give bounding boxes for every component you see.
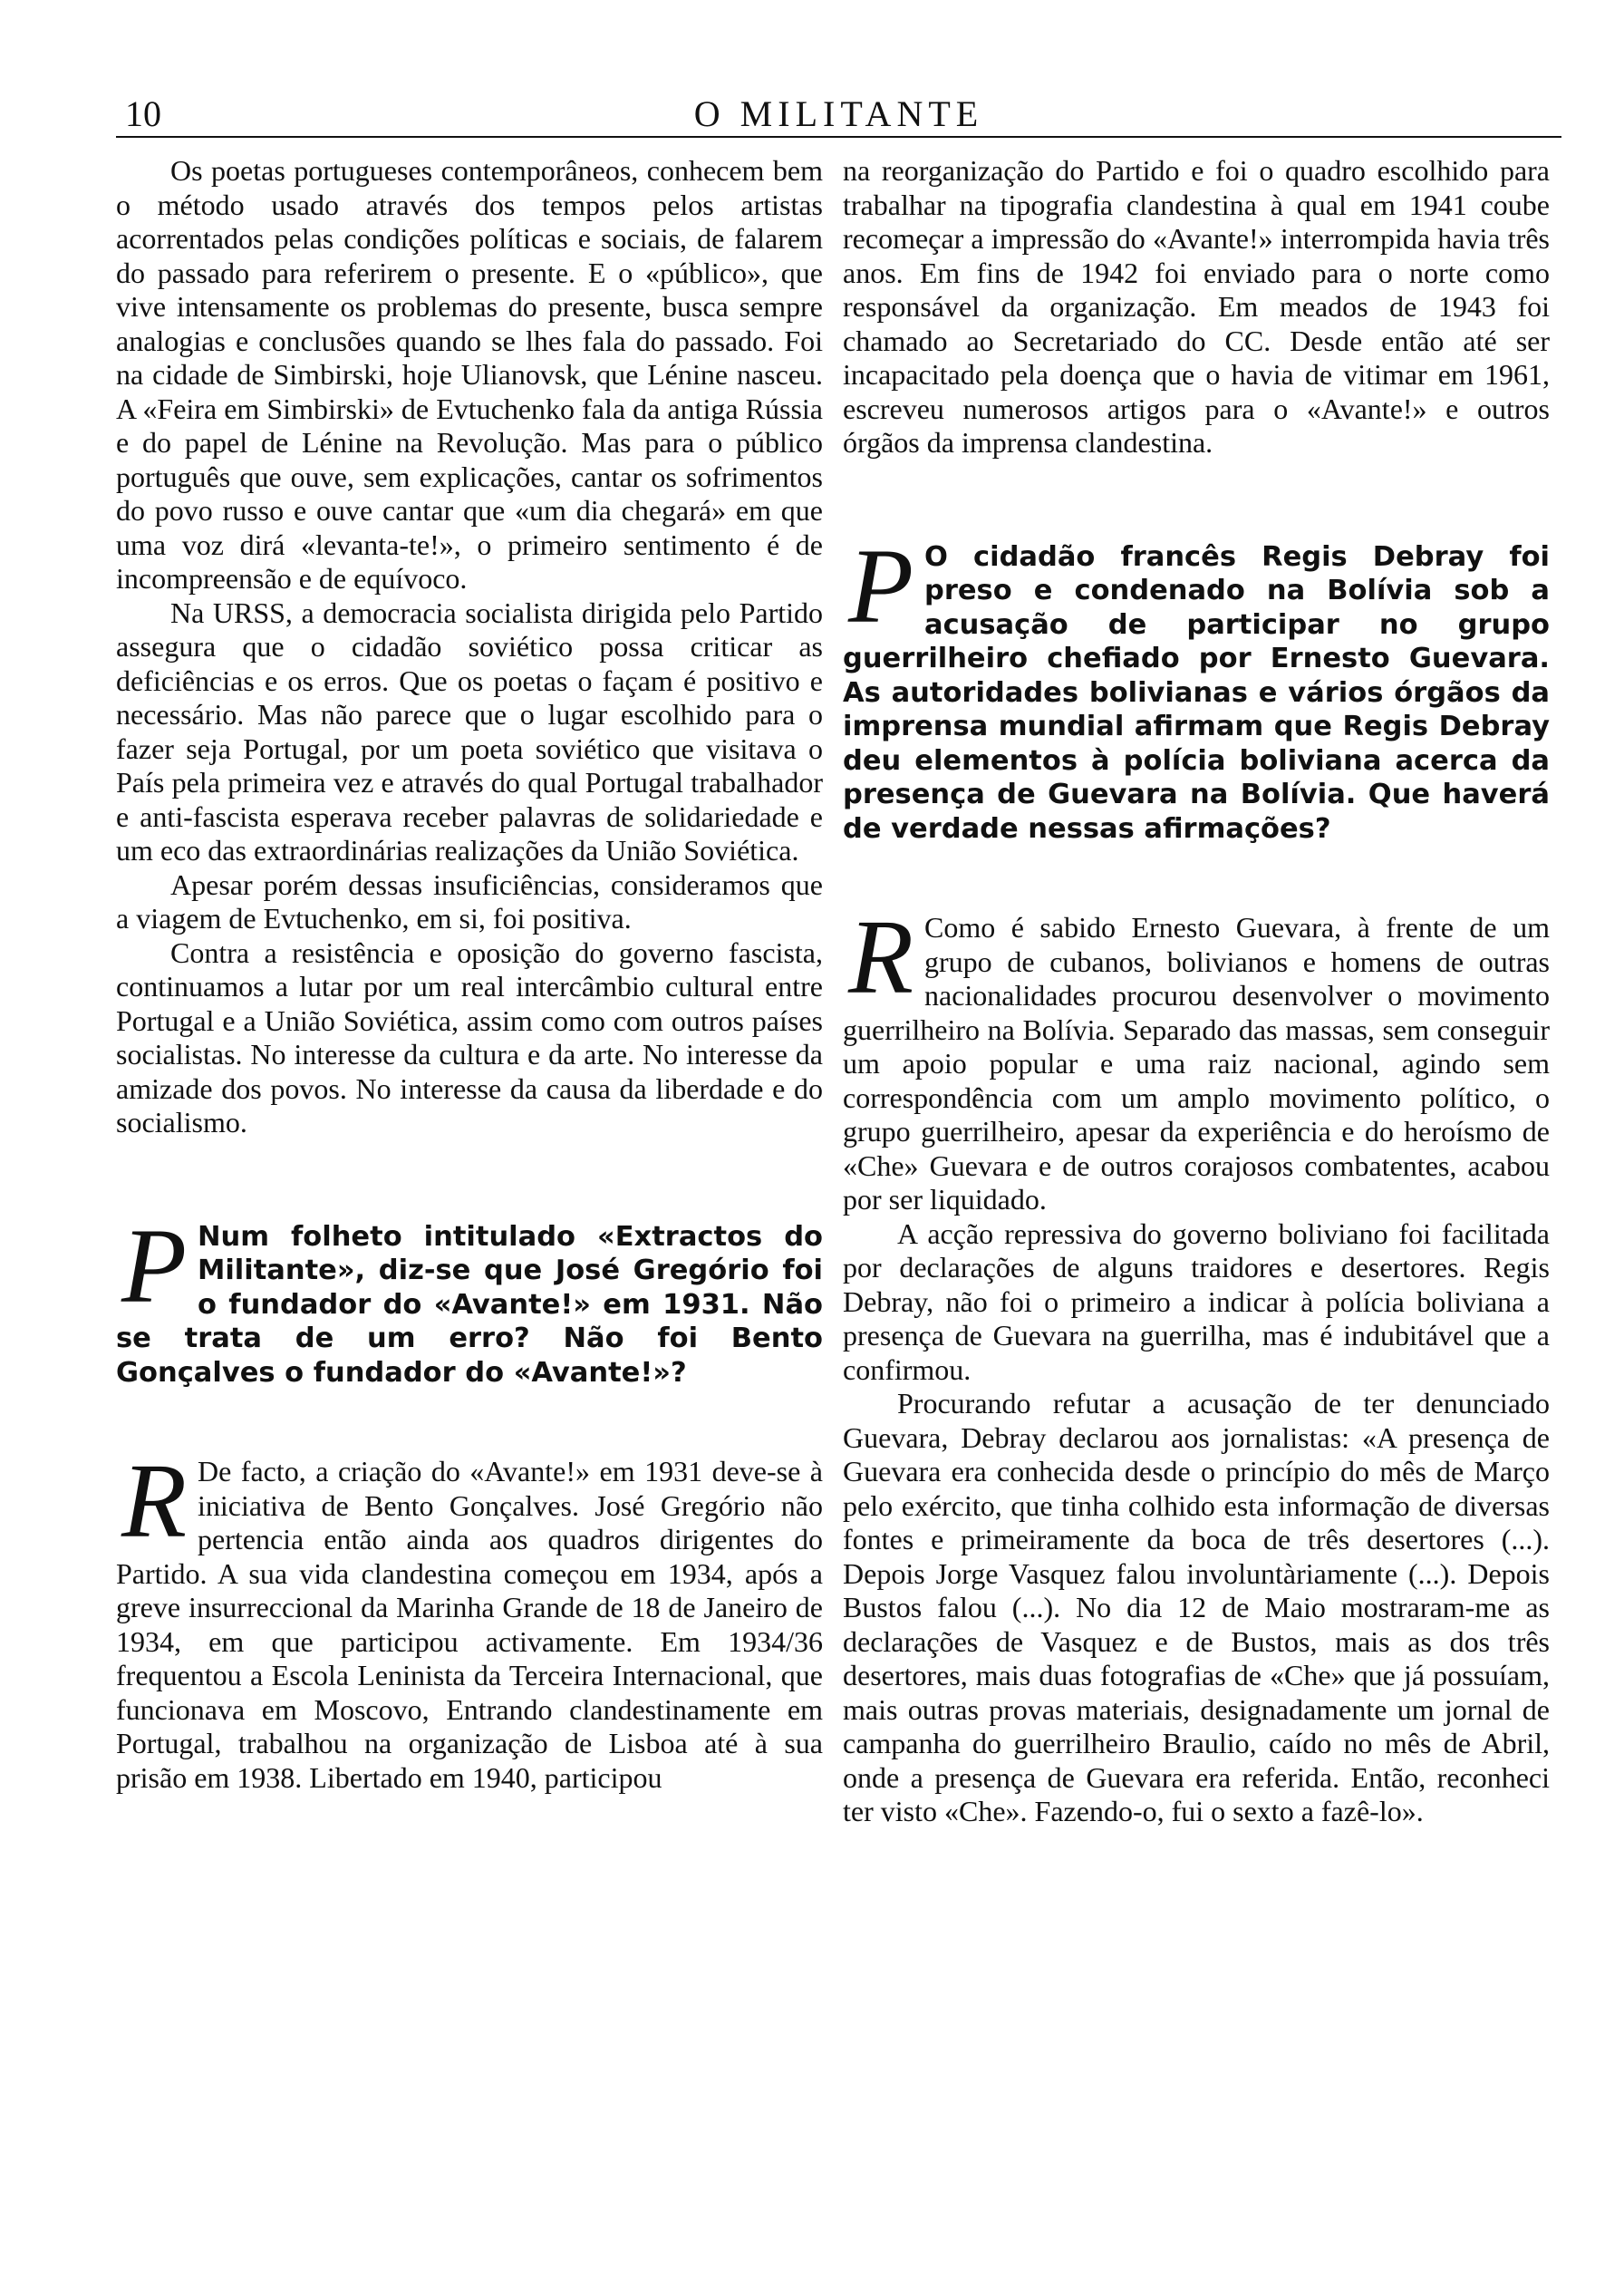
qa1-answer-text: De facto, a criação do «Avante!» em 1931 deve-se à iniciativa de Bento Gonçalves. José Gregório não pertencia então ainda aos quadros dirigentes do Partido. A sua vida clandestina começou em 1934, após a greve insurreccional da Marinha Grande de 18 de Janeiro de 1934, em que participou activamente. Em 1934/36 frequentou a Escola Leninista da Terceira Internacional, que funcionava em Moscovo, Entrando clandestinamente em Portugal, trabalhou na organização de Lisboa até à sua prisão em 1938. Libertado em 1940, participou: [116, 1455, 823, 1794]
qa2-answer-paragraph-2: A acção repressiva do governo boliviano foi facilitada por declarações de alguns traidores e desertores. Regis Debray, não foi o primeiro a indicar à polícia boliviana a presença de Guevara na guerrilha, mas é indubitável que a confirmou.: [843, 1216, 1550, 1386]
qa2-answer-dropcap: R: [847, 897, 914, 1016]
qa2-answer-paragraph-1: Como é sabido Ernesto Guevara, à frente de um grupo de cubanos, bolivianos e homens de outras nacionalidades procurou desenvolver o movimento guerrilheiro na Bolívia. Separado das massas, sem conseguir um apoio popular e uma raiz nacional, agindo sem correspondência com um amplo movimento político, o grupo guerrilheiro, apesar da experiência e do heroísmo de «Che» Guevara e de outros corajosos combatentes, acabou por ser liquidado.: [843, 911, 1550, 1216]
page-number: 10: [125, 93, 161, 134]
left-column: [116, 154, 823, 1795]
right-column: [843, 154, 1550, 1829]
article-paragraph-1: Os poetas portugueses contemporâneos, conhecem bem o método usado através dos tempos pelos artistas acorrentados pelas condições políticas e sociais, de falarem do passado para referirem o presente. E o «público», que vive intensamente os problemas do presente, busca sempre analogias e conclusões quando se lhes fala do passado. Foi na cidade de Simbirski, hoje Ulianovsk, que Lénine nasceu. A «Feira em Simbirski» de Evtuchenko fala da antiga Rússia e do papel de Lénine na Revolução. Mas para o público português que ouve, sem explicações, cantar os sofrimentos do povo russo e ouve cantar que «um dia chegará» em que uma voz dirá «levanta-te!», o primeiro sentimento é de incompreensão e de equívoco.: [116, 154, 823, 595]
article-paragraph-4: Contra a resistência e oposição do governo fascista, continuamos a lutar por um real intercâmbio cultural entre Portugal e a União Soviética, assim como com outros países socialistas. No interesse da cultura e da arte. No interesse da amizade dos povos. No interesse da causa da liberdade e do socialismo.: [116, 935, 823, 1138]
qa1-question-text: Num folheto intitulado «Extractos do Militante», diz-se que José Gregório foi o fundador do «Avante!» em 1931. Não se trata de um erro? Não foi Bento Gonçalves o fundador do «Avante!»?: [116, 1220, 823, 1389]
article-paragraph-3: Apesar porém dessas insuficiências, consideramos que a viagem de Evtuchenko, em si, foi positiva.: [116, 867, 823, 935]
qa1-answer: [116, 1441, 823, 1795]
qa2-question: [843, 526, 1550, 847]
article-paragraph-2: Na URSS, a democracia socialista dirigida pelo Partido assegura que o cidadão soviético possa criticar as deficiências e os erros. Que os poetas o façam é positivo e necessário. Mas não parece que o lugar escolhido para o fazer seja Portugal, por um poeta soviético que visitava o País pela primeira vez e através do qual Portugal trabalhador e anti-fascista esperava receber palavras de solidariedade e um eco das extraordinárias realizações da União Soviética.: [116, 596, 823, 867]
qa2-question-dropcap: P: [847, 526, 914, 645]
qa2-answer-paragraph-3: Procurando refutar a acusação de ter denunciado Guevara, Debray declarou aos jornalistas: «A presença de Guevara era conhecida desde o princípio do mês de Março pelo exército, que tinha colhido esta informação de diversas fontes e primeiramente da boca de três desertores (...). Depois Jorge Vasquez falou involuntàriamente (...). Depois Bustos falou (...). No dia 12 de Maio mostraram-me as declarações de Vasquez e de Bustos, mais as dos três desertores, mais duas fotografias de «Che» que já possuíam, mais outras provas materiais, designadamente um jornal de campanha do guerrilheiro Braulio, caído no mês de Abril, onde a presença de Guevara era referida. Então, reconheci ter visto «Che». Fazendo-o, fui o sexto a fazê-lo».: [843, 1387, 1550, 1827]
qa1-question-dropcap: P: [121, 1206, 188, 1325]
qa2-answer: [843, 897, 1550, 1217]
qa1-answer-continuation: na reorganização do Partido e foi o quadro escolhido para trabalhar na tipografia clandestina à qual em 1941 coube recomeçar a impressão do «Avante!» interrompida havia três anos. Em fins de 1942 foi enviado para o norte como responsável da organização. Em meados de 1943 foi chamado ao Secretariado do CC. Desde então até ser incapacitado pela doença que o havia de vitimar em 1961, escreveu numerosos artigos para o «Avante!» e outros órgãos da imprensa clandestina.: [843, 154, 1550, 459]
qa2-question-text: O cidadão francês Regis Debray foi preso e condenado na Bolívia sob a acusação de participar no grupo guerrilheiro chefiado por Ernesto Guevara. As autoridades bolivianas e vários órgãos da imprensa mundial afirmam que Regis Debray deu elementos à polícia boliviana acerca da presença de Guevara na Bolívia. Que haverá de verdade nessas afirmações?: [843, 540, 1550, 845]
qa1-question: [116, 1206, 823, 1390]
qa1-answer-dropcap: R: [121, 1441, 188, 1560]
page-header: [116, 91, 1561, 138]
publication-title: O MILITANTE: [693, 93, 984, 134]
